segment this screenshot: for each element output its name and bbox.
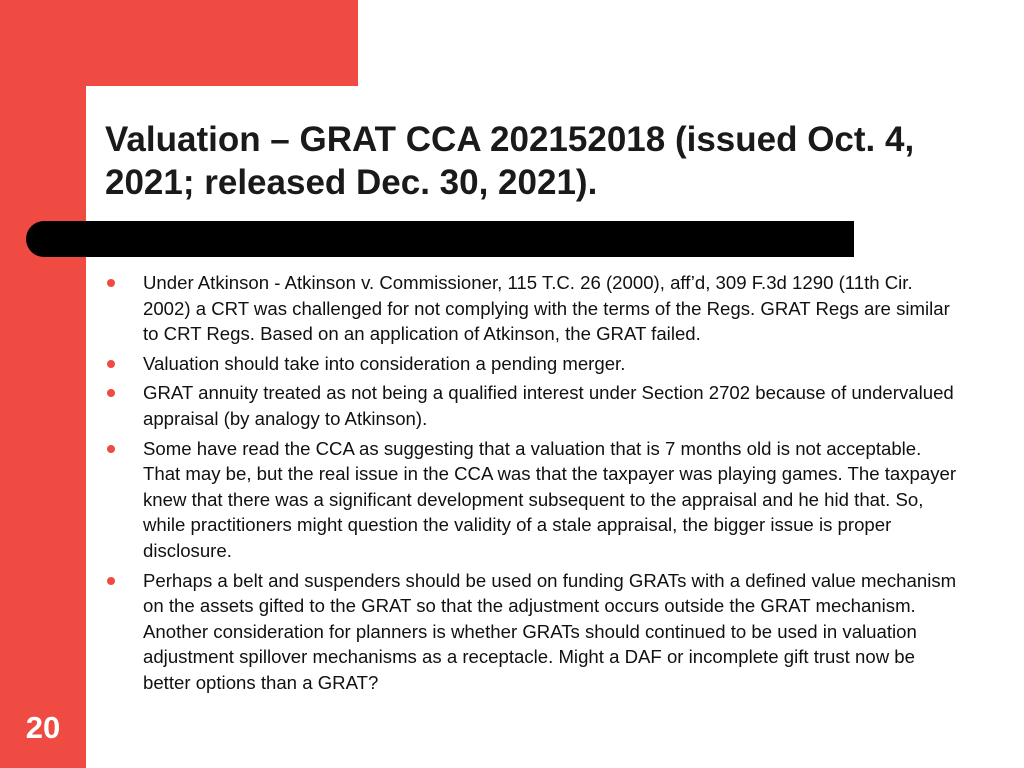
slide-title: Valuation – GRAT CCA 202152018 (issued Oct. 4, 2021; released Dec. 30, 2021). [105,120,915,202]
bullet-dot-icon [107,279,115,287]
bullet-item-annuity [100,380,960,431]
bullet-item-belt-and-suspenders [100,568,960,696]
bullet-list [100,270,960,700]
bullet-item-merger [100,351,960,377]
bullet-text: Valuation should take into consideration a pending merger. [143,352,626,374]
title-divider-bar [26,221,854,257]
bullet-dot-icon [107,445,115,453]
page-number: 20 [25,710,61,745]
bullet-text: Under Atkinson - Atkinson v. Commissioner, 115 T.C. 26 (2000), aff’d, 309 F.3d 1290 (11th Cir. 2002) a CRT was challenged for not complying with the terms of the Regs. GRAT Regs are similar to CRT Regs. Based on an application of Atkinson, the GRAT failed. [143,272,950,345]
bullet-dot-icon [107,577,115,585]
bullet-item-atkinson [100,270,960,347]
bullet-text: GRAT annuity treated as not being a qualified interest under Section 2702 because of undervalued appraisal (by analogy to Atkinson). [143,382,954,429]
bullet-item-stale-appraisal [100,436,960,564]
bullet-text: Some have read the CCA as suggesting that a valuation that is 7 months old is not acceptable. That may be, but the real issue in the CCA was that the taxpayer was playing games. The taxpayer knew that there was a significant development subsequent to the appraisal and he hid that. So, while practitioners might question the validity of a stale appraisal, the bigger issue is proper disclosure. [143,437,957,561]
bullet-dot-icon [107,360,115,368]
bullet-dot-icon [107,389,115,397]
red-side-band [0,0,86,768]
bullet-text: Perhaps a belt and suspenders should be used on funding GRATs with a defined value mechanism on the assets gifted to the GRAT so that the adjustment occurs outside the GRAT mechanism. Another consideration for planners is whether GRATs should continued to be used in valuation adjustment spillover mechanisms as a receptacle. Might a DAF or incomplete gift trust now be better options than a GRAT? [143,569,957,693]
red-top-band [0,0,358,86]
